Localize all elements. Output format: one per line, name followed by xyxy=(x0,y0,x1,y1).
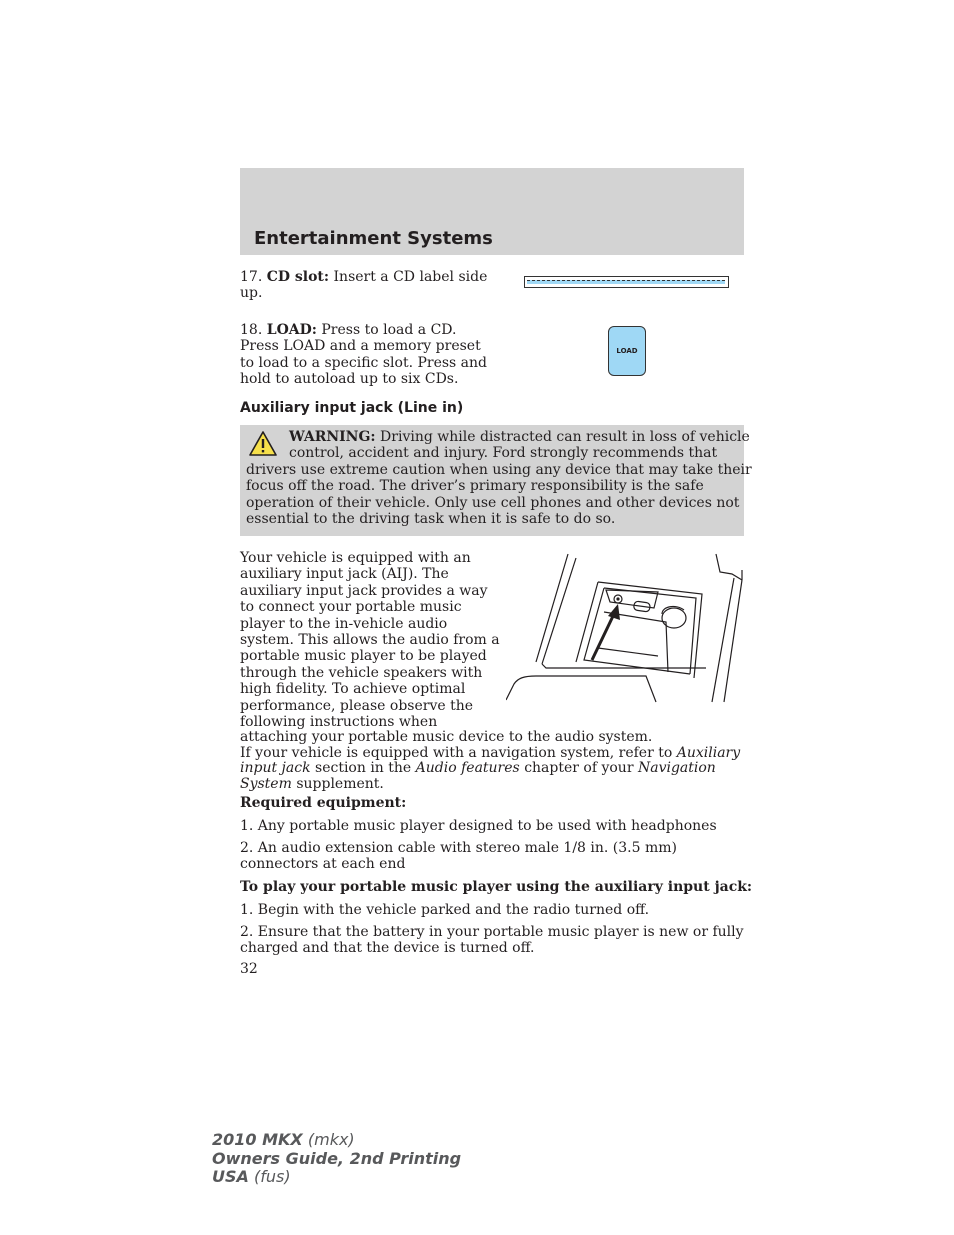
required-item-2 xyxy=(240,840,750,873)
item-label: CD slot: xyxy=(266,269,330,285)
nav-line xyxy=(240,776,740,792)
aux-heading: Auxiliary input jack (Line in) xyxy=(240,400,464,416)
item-18 xyxy=(240,322,500,388)
nav-text: section in the xyxy=(315,760,412,777)
load-button-label: LOAD xyxy=(616,347,638,355)
nav-italic: Navigation xyxy=(637,760,716,777)
play-step-2 xyxy=(240,924,750,957)
warning-line: essential to the driving task when it is safe to do so. xyxy=(246,511,616,528)
warning-text xyxy=(246,429,752,528)
page-number: 32 xyxy=(240,961,258,977)
play-step-2-line: charged and that the device is turned off. xyxy=(240,940,535,957)
warning-line: operation of their vehicle. Only use cell phones and other devices not xyxy=(246,494,740,511)
required-item-2-line: connectors at each end xyxy=(240,856,406,873)
item-17 xyxy=(240,269,490,302)
item-text: to load to a specific slot. Press and xyxy=(240,354,488,371)
nav-text: supplement. xyxy=(296,775,384,792)
intro-line: player to the in-vehicle audio xyxy=(240,615,448,632)
nav-italic: Audio features xyxy=(415,760,520,777)
warning-line: focus off the road. The driver’s primary responsibility is the safe xyxy=(246,478,704,495)
intro-line: performance, please observe the xyxy=(240,697,474,714)
footer-market: USA xyxy=(212,1167,249,1186)
intro-line: following instructions when xyxy=(240,714,438,731)
intro-line: auxiliary input jack (AIJ). The xyxy=(240,566,449,583)
warning-line: drivers use extreme caution when using any device that may take their xyxy=(246,461,752,478)
play-heading: To play your portable music player using the auxiliary input jack: xyxy=(240,879,753,895)
intro-line: auxiliary input jack provides a way xyxy=(240,582,488,599)
intro-line: high fidelity. To achieve optimal xyxy=(240,681,466,698)
nav-italic: Auxiliary xyxy=(676,744,741,761)
aux-jack-illustration xyxy=(506,552,746,704)
intro-line: Your vehicle is equipped with an xyxy=(240,550,471,566)
nav-italic: input jack xyxy=(240,760,311,777)
footer-model: 2010 MKX xyxy=(212,1130,303,1149)
item-text: Press to load a CD. xyxy=(321,322,457,338)
item-number: 17. xyxy=(240,269,263,285)
warning-line: Driving while distracted can result in loss of vehicle xyxy=(380,429,750,445)
intro-line: attaching your portable music device to the audio system. xyxy=(240,729,653,746)
nav-line xyxy=(240,745,740,761)
item-text: hold to autoload up to six CDs. xyxy=(240,371,459,388)
nav-line xyxy=(240,760,740,776)
footer xyxy=(212,1131,461,1187)
footer-market-code: (fus) xyxy=(254,1167,291,1186)
nav-text: If your vehicle is equipped with a navigation system, refer to xyxy=(240,744,673,761)
item-text: Insert a CD label side xyxy=(333,269,488,285)
play-step-1: 1. Begin with the vehicle parked and the radio turned off. xyxy=(240,902,650,918)
warning-line: control, accident and injury. Ford strongly recommends that xyxy=(289,445,718,462)
item-label: LOAD: xyxy=(266,322,317,338)
warning-label: WARNING: xyxy=(289,429,376,445)
item-text: up. xyxy=(240,285,263,302)
item-text: Press LOAD and a memory preset xyxy=(240,338,481,355)
cd-slot-opening xyxy=(527,280,725,284)
nav-italic: System xyxy=(240,775,292,792)
play-step-2-line: 2. Ensure that the battery in your portable music player is new or fully xyxy=(240,924,744,940)
intro-line: portable music player to be played xyxy=(240,648,487,665)
item-number: 18. xyxy=(240,322,263,338)
intro-line: system. This allows the audio from a xyxy=(240,632,500,649)
load-button-illustration xyxy=(608,326,646,376)
footer-edition: Owners Guide, 2nd Printing xyxy=(212,1148,462,1168)
section-title: Entertainment Systems xyxy=(254,228,493,249)
required-item-1: 1. Any portable music player designed to be used with headphones xyxy=(240,818,717,834)
required-item-2-line: 2. An audio extension cable with stereo male 1/8 in. (3.5 mm) xyxy=(240,840,678,856)
intro-line: through the vehicle speakers with xyxy=(240,664,483,681)
required-heading: Required equipment: xyxy=(240,795,407,811)
nav-text: chapter of your xyxy=(524,760,634,777)
cd-slot-illustration xyxy=(524,276,729,288)
footer-model-code: (mkx) xyxy=(307,1130,355,1149)
intro-line: to connect your portable music xyxy=(240,599,462,616)
